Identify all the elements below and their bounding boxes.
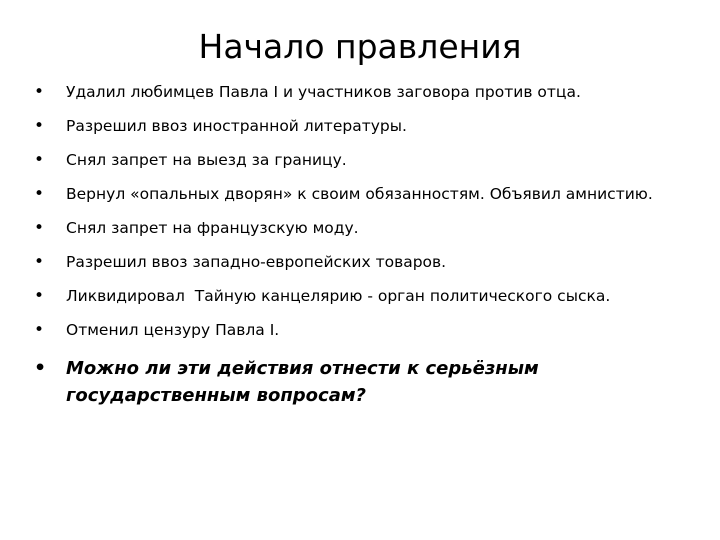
bullet-text: Разрешил ввоз иностранной литературы. xyxy=(66,117,407,135)
bullet-list xyxy=(34,80,694,418)
bullet-item xyxy=(34,80,694,105)
question-item xyxy=(34,355,694,409)
bullet-text: Снял запрет на французскую моду. xyxy=(66,219,359,237)
bullet-dot-icon: • xyxy=(34,357,47,379)
bullet-item xyxy=(34,182,694,207)
bullet-item xyxy=(34,318,694,343)
bullet-dot-icon: • xyxy=(34,320,45,340)
bullet-text: Удалил любимцев Павла I и участников заговора против отца. xyxy=(66,83,581,101)
bullet-text: Отменил цензуру Павла I. xyxy=(66,321,280,339)
bullet-text: Разрешил ввоз западно-европейских товаров. xyxy=(66,253,447,271)
bullet-text: Ликвидировал Тайную канцелярию - орган политического сыска. xyxy=(66,287,611,305)
bullet-item xyxy=(34,148,694,173)
bullet-dot-icon: • xyxy=(34,286,45,306)
bullet-dot-icon: • xyxy=(34,184,45,204)
bullet-item xyxy=(34,114,694,139)
bullet-text: Снял запрет на выезд за границу. xyxy=(66,151,347,169)
bullet-item xyxy=(34,250,694,275)
slide-title: Начало правления xyxy=(198,27,522,66)
bullet-dot-icon: • xyxy=(34,82,45,102)
bullet-item xyxy=(34,284,694,309)
bullet-dot-icon: • xyxy=(34,150,45,170)
question-text: Можно ли эти действия отнести к серьёзным государственным вопросам? xyxy=(66,358,539,406)
bullet-dot-icon: • xyxy=(34,252,45,272)
bullet-text: Вернул «опальных дворян» к своим обязанностям. Объявил амнистию. xyxy=(66,185,653,203)
bullet-dot-icon: • xyxy=(34,116,45,136)
bullet-item xyxy=(34,216,694,241)
bullet-dot-icon: • xyxy=(34,218,45,238)
